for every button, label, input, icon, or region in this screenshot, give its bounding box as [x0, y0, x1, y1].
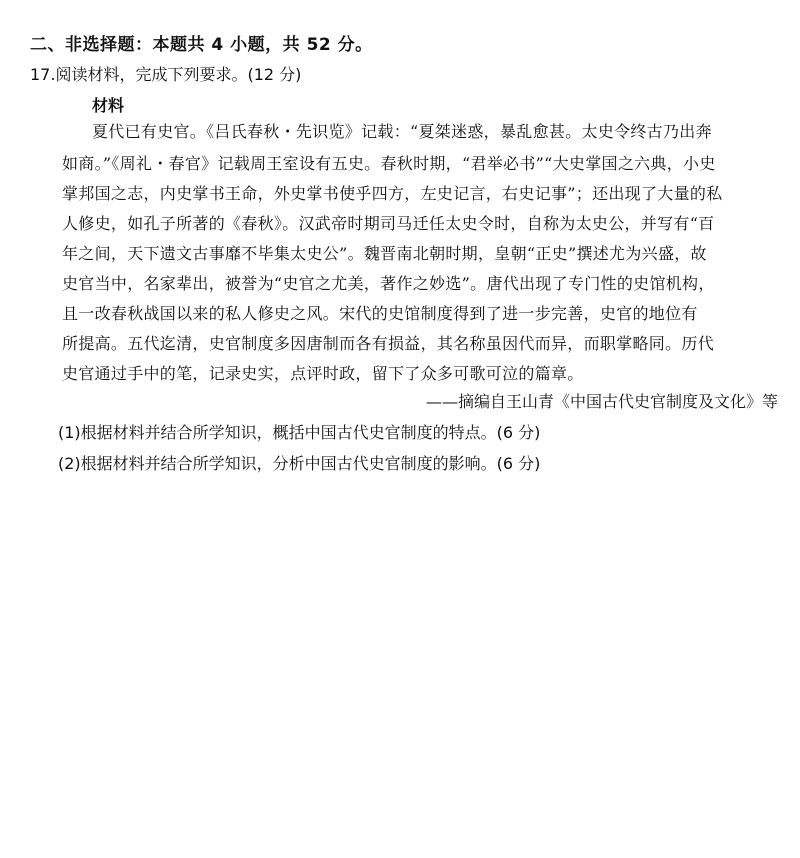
material-source: ——摘编自王山青《中国古代史官制度及文化》等: [425, 392, 778, 411]
material-line: 掌邦国之志，内史掌书王命，外史掌书使乎四方，左史记言，右史记事”；还出现了大量的私: [62, 184, 723, 203]
question-stem: 17.阅读材料，完成下列要求。(12 分): [30, 65, 302, 84]
material-line: 史官通过手中的笔，记录史实，点评时政，留下了众多可歌可泣的篇章。: [62, 364, 584, 383]
section-title: 二、非选择题：本题共 4 小题，共 52 分。: [30, 35, 373, 55]
material-line: 如商。”《周礼・春官》记载周王室设有五史。春秋时期，“君举必书”“大史掌国之六典，小史: [62, 154, 716, 173]
material-heading: 材料: [92, 96, 125, 115]
material-line: 人修史，如孔子所著的《春秋》。汉武帝时期司马迁任太史令时，自称为太史公，并写有“百: [62, 214, 715, 233]
material-line: 且一改春秋战国以来的私人修史之风。宋代的史馆制度得到了进一步完善，史官的地位有: [62, 304, 698, 323]
material-line: 夏代已有史官。《吕氏春秋・先识览》记载：“夏桀迷惑，暴乱愈甚。太史令终古乃出奔: [92, 122, 712, 141]
material-line: 史官当中，名家辈出，被誉为“史官之尤美，著作之妙选”。唐代出现了专门性的史馆机构，: [62, 274, 715, 293]
material-line: 年之间，天下遗文古事靡不毕集太史公”。魏晋南北朝时期，皇朝“正史”撰述尤为兴盛，故: [62, 244, 707, 263]
material-line: 所提高。五代迄清，史官制度多因唐制而各有损益，其名称虽因代而异，而职掌略同。历代: [62, 334, 715, 353]
sub-question-2: (2)根据材料并结合所学知识，分析中国古代史官制度的影响。(6 分): [58, 454, 541, 473]
sub-question-1: (1)根据材料并结合所学知识，概括中国古代史官制度的特点。(6 分): [58, 423, 541, 442]
